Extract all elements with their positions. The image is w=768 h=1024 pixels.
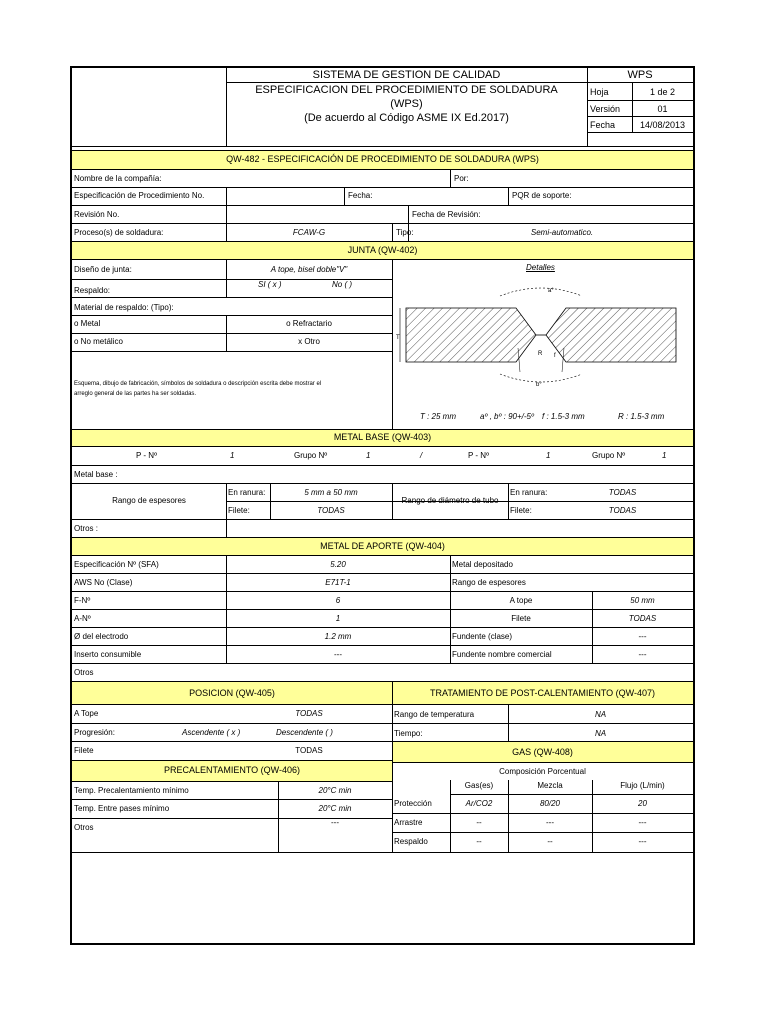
diseno-label: Diseño de junta: xyxy=(74,265,132,274)
sketch-f-label: f xyxy=(554,353,556,359)
gas-row-label: Arrastre xyxy=(394,818,423,827)
fundente-label: Fundente (clase) xyxy=(452,632,513,641)
plate-right xyxy=(546,308,676,362)
f-no-label: F-Nº xyxy=(74,596,91,605)
process-value: FCAW-G xyxy=(292,228,326,237)
grupo2-value: 1 xyxy=(662,451,667,460)
doc-code: WPS xyxy=(627,69,653,81)
p-no-value: 1 xyxy=(230,451,235,460)
sketch-r-label: R xyxy=(538,351,543,357)
process-label: Proceso(s) de soldadura: xyxy=(74,228,164,237)
refractario-option: o Refractario xyxy=(286,319,332,328)
posicion-title: POSICION (QW-405) xyxy=(189,688,275,698)
esquema-text-1: Esquema, dibujo de fabricación, símbolos de soldadura o descripción escrita debe mostrar el xyxy=(74,381,322,387)
joint-sketch xyxy=(396,278,692,388)
sketch-t-label: T xyxy=(396,335,400,341)
angle-a-arc xyxy=(500,288,582,296)
progresion-label: Progresión: xyxy=(74,728,115,737)
otros-label: Otros : xyxy=(74,524,99,533)
depositado-label: Metal depositado xyxy=(452,560,513,569)
tope-value: TODAS xyxy=(295,709,323,718)
wps-subtitle: (WPS) xyxy=(390,98,423,110)
precal-min-label: Temp. Precalentamiento mínimo xyxy=(74,786,189,795)
en-ranura2-value: TODAS xyxy=(608,488,637,497)
metal-base-title: METAL BASE (QW-403) xyxy=(333,432,432,442)
junta-title: JUNTA (QW-402) xyxy=(347,245,418,255)
a-tope-label: A tope xyxy=(509,596,533,605)
dim-angles: aº , bº : 90+/-5º xyxy=(480,412,534,421)
wps-title: ESPECIFICACION DEL PROCEDIMIENTO DE SOLDADURA xyxy=(255,84,558,96)
filete-posicion-label: Filete xyxy=(74,746,94,755)
version-value: 01 xyxy=(657,104,668,114)
detalles-label: Detalles xyxy=(526,263,555,272)
otros-aporte-label: Otros xyxy=(74,668,94,677)
en-ranura-value: 5 mm a 50 mm xyxy=(304,488,358,497)
gas-row-mezcla: 80/20 xyxy=(539,799,561,808)
post-title: TRATAMIENTO DE POST-CALENTAMIENTO (QW-407) xyxy=(429,688,656,698)
sketch-a-label: a° xyxy=(548,288,554,294)
tiempo-label: Tiempo: xyxy=(394,729,423,738)
slash-separator: / xyxy=(420,451,423,460)
filete-posicion-value: TODAS xyxy=(295,746,323,755)
rango-espesores-label: Rango de espesores xyxy=(112,496,186,505)
dim-r: R : 1.5-3 mm xyxy=(618,412,665,421)
grupo-label: Grupo Nº xyxy=(294,451,328,460)
material-label: Material de respaldo: (Tipo): xyxy=(74,303,174,312)
grupo2-label: Grupo Nº xyxy=(592,451,626,460)
main-title: QW-482 - ESPECIFICACIÓN DE PROCEDIMIENTO DE SOLDADURA (WPS) xyxy=(226,154,539,164)
col-mezcla: Mezcla xyxy=(537,781,563,790)
spec-label: Especificación de Procedimiento No. xyxy=(74,191,205,200)
rango-tubo-label: Rango de diámetro de tubo xyxy=(401,496,499,505)
electrodo-value: 1.2 mm xyxy=(324,632,352,641)
gas-row-gas: -- xyxy=(476,818,482,827)
wps-sheet xyxy=(70,66,695,945)
por-label: Por: xyxy=(454,174,469,183)
gas-row-mezcla: -- xyxy=(547,837,553,846)
angle-b-arc xyxy=(500,374,582,382)
col-gases: Gas(es) xyxy=(464,781,494,790)
inserto-value: --- xyxy=(334,650,342,659)
gas-row-flujo: --- xyxy=(638,837,647,846)
fecha-value: 14/08/2013 xyxy=(639,120,686,130)
aws-value: E71T-1 xyxy=(325,578,351,587)
filete-aporte-value: TODAS xyxy=(628,614,657,623)
en-ranura2-label: En ranura: xyxy=(510,488,548,497)
respaldo-no: No ( ) xyxy=(332,280,352,289)
gas-row-label: Respaldo xyxy=(394,837,428,846)
tipo-value: Semi-automatico. xyxy=(530,228,594,237)
fundente-comercial-value: --- xyxy=(638,650,647,659)
hoja-label: Hoja xyxy=(590,87,609,97)
gas-row-mezcla: --- xyxy=(546,818,554,827)
rango-temp-label: Rango de temperatura xyxy=(394,710,475,719)
gas-row-label: Protección xyxy=(394,799,432,808)
tiempo-value: NA xyxy=(594,729,607,738)
fundente-value: --- xyxy=(638,632,647,641)
fecha-revision-label: Fecha de Revisión: xyxy=(412,210,481,219)
descendente-value: Descendente ( ) xyxy=(276,728,333,737)
col-flujo: Flujo (L/min) xyxy=(620,781,665,790)
electrodo-label: Ø del electrodo xyxy=(74,632,129,641)
dim-f: f : 1.5-3 mm xyxy=(542,412,585,421)
filete-label: Filete: xyxy=(228,506,250,515)
respaldo-label: Respaldo: xyxy=(74,286,111,295)
dim-t: T : 25 mm xyxy=(420,412,457,421)
plate-left xyxy=(406,308,536,362)
pqr-label: PQR de soporte: xyxy=(512,191,572,200)
f-no-value: 6 xyxy=(335,596,341,605)
fundente-comercial-label: Fundente nombre comercial xyxy=(452,650,552,659)
composicion-label: Composición Porcentual xyxy=(499,767,586,776)
ascendente-value: Ascendente ( x ) xyxy=(182,728,241,737)
pases-label: Temp. Entre pases mínimo xyxy=(74,804,170,813)
otros-precal-value: --- xyxy=(331,818,339,827)
aws-label: AWS No (Clase) xyxy=(74,578,133,587)
filete-value: TODAS xyxy=(317,506,345,515)
gas-row-flujo: --- xyxy=(638,818,647,827)
p-no-label: P - Nº xyxy=(136,451,157,460)
en-ranura-label: En ranura: xyxy=(228,488,266,497)
metal-base-label: Metal base : xyxy=(74,470,118,479)
rango-aporte-label: Rango de espesores xyxy=(452,578,526,587)
tope-label: A Tope xyxy=(74,709,99,718)
otros-precal-label: Otros xyxy=(74,823,94,832)
p2-no-label: P - Nº xyxy=(468,451,489,460)
a-no-value: 1 xyxy=(335,614,341,623)
metal-option: o Metal xyxy=(74,319,101,328)
diseno-value: A tope, bisel doble"V" xyxy=(270,265,348,274)
inserto-label: Inserto consumible xyxy=(74,650,142,659)
otro-option: x Otro xyxy=(298,337,320,346)
esquema-text-2: arreglo general de las partes ha ser soldadas. xyxy=(74,391,197,397)
pases-value: 20°C min xyxy=(318,804,352,813)
p2-no-value: 1 xyxy=(546,451,551,460)
version-label: Versión xyxy=(590,104,621,114)
revision-label: Revisión No. xyxy=(74,210,120,219)
precal-min-value: 20°C min xyxy=(318,786,352,795)
a-no-label: A-Nº xyxy=(74,614,91,623)
filete-aporte-label: Filete xyxy=(511,614,531,623)
tipo-label: Tipo: xyxy=(396,228,414,237)
rango-temp-value: NA xyxy=(594,710,607,719)
code-reference: (De acuerdo al Código ASME IX Ed.2017) xyxy=(304,112,509,124)
fecha-field-label: Fecha: xyxy=(348,191,373,200)
no-metalico-option: o No metálico xyxy=(74,337,123,346)
precal-title: PRECALENTAMIENTO (QW-406) xyxy=(163,765,301,775)
aporte-title: METAL DE APORTE (QW-404) xyxy=(320,541,445,551)
gas-row-gas: Ar/CO2 xyxy=(465,799,493,808)
gas-row-flujo: 20 xyxy=(638,799,647,808)
sfa-value: 5.20 xyxy=(330,560,346,569)
gas-row-gas: -- xyxy=(476,837,482,846)
filete2-label: Filete: xyxy=(510,506,532,515)
sfa-label: Especificación Nº (SFA) xyxy=(74,560,159,569)
hoja-value: 1 de 2 xyxy=(649,87,676,97)
system-title: SISTEMA DE GESTION DE CALIDAD xyxy=(312,69,501,81)
filete2-value: TODAS xyxy=(608,506,637,515)
company-label: Nombre de la compañía: xyxy=(74,174,162,183)
a-tope-value: 50 mm xyxy=(630,596,655,605)
respaldo-si: SI ( x ) xyxy=(258,280,282,289)
grupo-value: 1 xyxy=(366,451,371,460)
sketch-b-label: b° xyxy=(536,382,542,388)
gas-title: GAS (QW-408) xyxy=(512,747,573,757)
fecha-label: Fecha xyxy=(590,120,616,130)
